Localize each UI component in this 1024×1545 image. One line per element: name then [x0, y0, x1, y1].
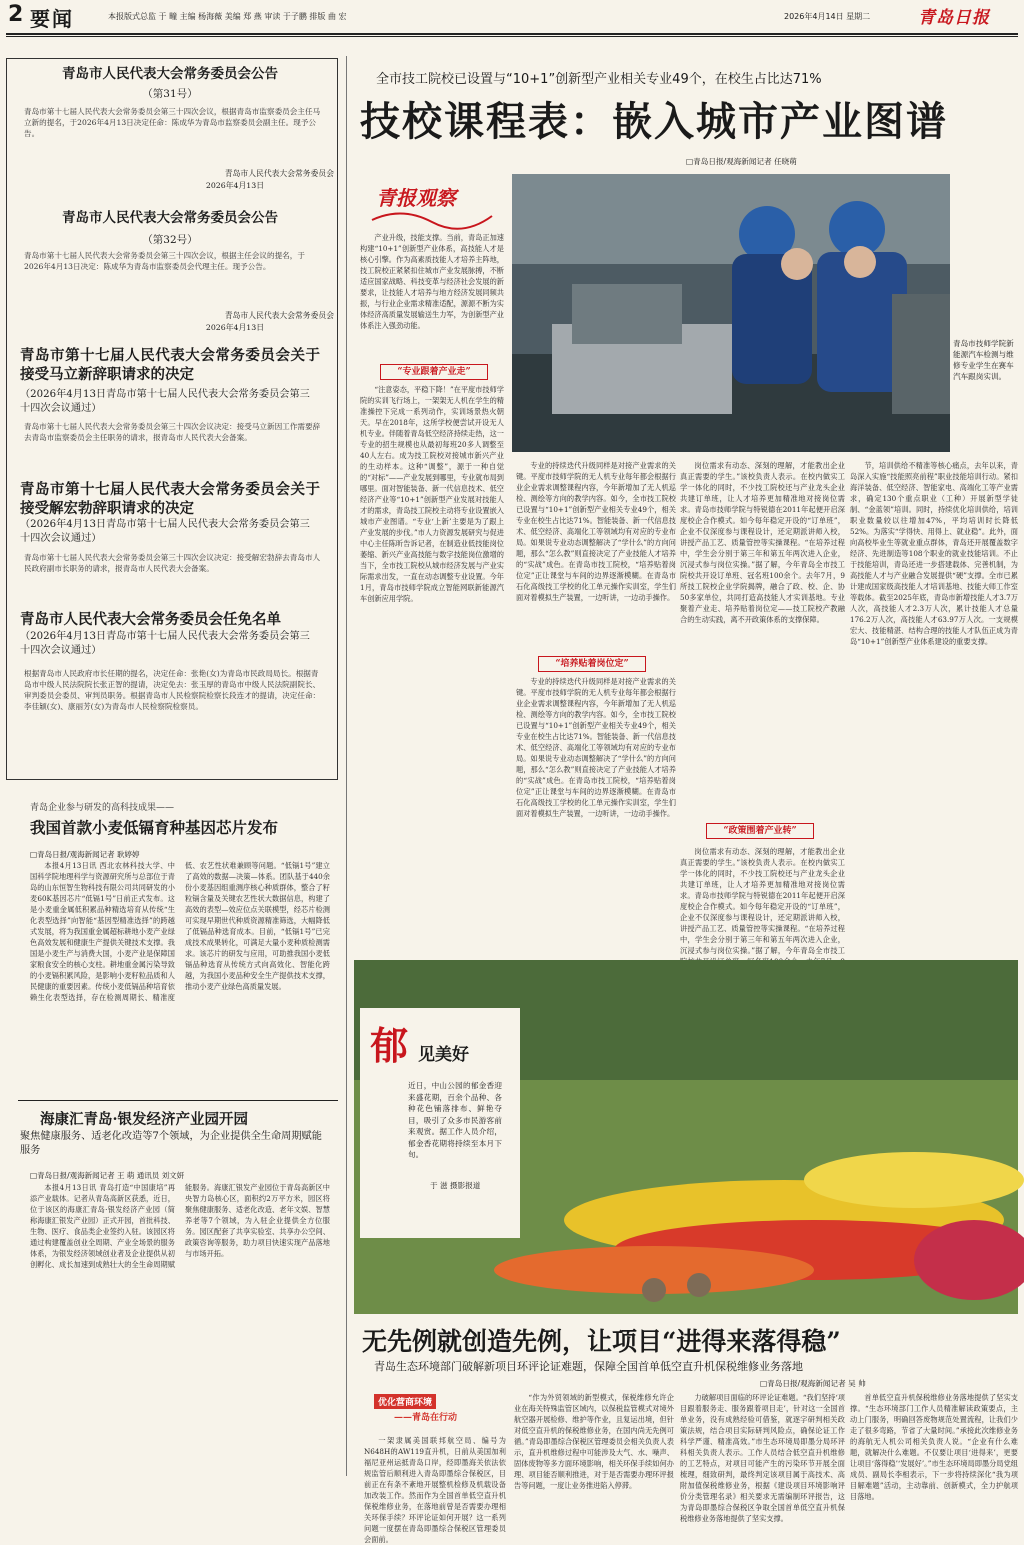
heli-byline: □青岛日报/观海新闻记者 吴 帅 — [760, 1379, 866, 1388]
notice-date: 2026年4月13日 — [205, 323, 264, 332]
wheat-byline: □青岛日报/观海新闻记者 耿婷婷 — [30, 850, 140, 859]
notice-date: 2026年4月13日 — [205, 181, 264, 190]
heli-subtitle: 青岛生态环境部门破解新项目环评论证难题，保障全国首单低空直升机保税维修业务落地 — [374, 1360, 803, 1373]
haikang-subtitle: 聚焦健康服务、适老化改造等7个领域，为企业提供全生命周期赋能服务 — [20, 1131, 322, 1156]
section-name: 要闻 — [30, 7, 74, 31]
notice-title: 青岛市人民代表大会常务委员会公告 — [62, 66, 278, 82]
haikang-title: 海康汇青岛·银发经济产业园开园 — [40, 1111, 249, 1128]
decision-title: 青岛市第十七届人民代表大会常务委员会关于接受解宏勃辞职请求的决定 — [20, 481, 320, 517]
notice-title: 青岛市人民代表大会常务委员会公告 — [62, 210, 278, 226]
lead-paragraph: “注意姿态，平稳下降！”在平度市技师学院的实训飞行场上，一架架无人机在学生的精准操控下完成一系列动作，实训场景热火朝天。早在2018年，这所学校便尝试开设无人机专业。伴随着青岛低空经济持续走热，这一专业的招生规模也从最初每班20多人调整至40人左右。成为技工院校对接城市新兴产业的生动样本。这种“调整”，源于一种自觉的“对标”——产业发展到哪里，专业就布局到哪里。面对智能装备、新一代信息技术、低空经济产业等“10+1”创新型产业发展对技能人才的需求，青岛技工院校主动将专业设置嵌入城市产业图谱。“专业‘上新’主要是为了跟上产业发展的步伐。”市人力资源发展研究与促进中心主任陈昕告诉记者，在制造业低技能岗位萎缩、新兴产业高技能与数字技能岗位激增的当下，全市技工院校从城市经济发展与产业实际需求出发，一直在动态调整专业设置。今年1月，青岛市技师学院成立智能网联新能源汽车创新应用学院。 — [360, 385, 504, 603]
heli-paragraph: 首单低空直升机保税维修业务落地提供了坚实支撑。“生态环境部门工作人员精准解读政策要点，主动上门服务，明确回答废物规范处置流程，让我们少走了很多弯路，节省了大量时间。”承接此次维修业务的海航无人机公司相关负责人说。“企业有什么难题，就解决什么难题。不仅要让项目‘进得来’，更要让项目‘落得稳’‘发展好’。”市生态环境局即墨分局党组成员、副局长李相表示，下一步将持续深化“我为项目解难题”活动，主动靠前、创新模式，全力护航项目落地。 — [850, 1393, 1018, 1501]
lead-paragraph: 产业升级，技能支撑。当前，青岛正加速构建“10+1”创新型产业体系，高技能人才是核心引擎。作为高素质技能人才培养主阵地，技工院校正紧紧扣住城市产业发展脉搏，不断适应国家战略、科技变革与经济社会发展的新要求，让技能人才培养与地方经济发展同频共振，与行业企业需求精准适配，源源不断为实体经济高质量发展输送生力军，为创新型产业体系注入强劲动能。 — [360, 233, 504, 330]
main-byline: □青岛日报/观海新闻记者 任晓萌 — [686, 157, 797, 166]
notice-signer: 青岛市人民代表大会常务委员会 — [224, 169, 334, 178]
heli-column-1 — [364, 1435, 506, 1544]
wheat-body — [30, 860, 330, 1090]
decision-subtitle: （2026年4月13日青岛市第十七届人民代表大会常务委员会第三十四次会议通过） — [20, 519, 310, 544]
column-logo — [362, 176, 502, 228]
column-badge-b: ——青岛在行动 — [394, 1413, 458, 1423]
heli-column-2 — [514, 1392, 674, 1490]
lead-column-3b — [680, 846, 845, 954]
lead-intro — [360, 232, 504, 352]
wheat-title: 我国首款小麦低镉育种基因芯片发布 — [30, 818, 279, 837]
heli-column-4 — [850, 1392, 1018, 1501]
tulip-caption: 近日，中山公园的郁金香迎来盛花期，百余个品种、各种花色铺落排布、鲜艳夺目，吸引了众多市民游客前来观赏。据工作人员介绍，郁金香花期将持续至本月下旬。 — [408, 1081, 502, 1159]
column-logo-text: 青报观察 — [376, 186, 456, 210]
heli-paragraph: “作为外贸领域的新型模式，保税维修允许企业在海关特殊监管区域内，以保税监管模式对境外航空器开展检修、维护等作业，且复运出境，但针对低空直升机的保税维修业务，在国内尚无先例可循。”青岛即墨综合保税区管理委员会相关负责人表示，直升机维修过程中可能涉及大气、水、噪声、固体废物等多方面环境影响，相关环保手续如何办理、项目能否顺利推进，对于是否需要办理环评报告等问题，一度让业务推进陷入停滞。 — [514, 1393, 674, 1490]
heli-paragraph: 一架隶属美国联邦航空局、编号为N648H的AW119直升机，日前从美国加利福尼亚州运抵青岛口岸，经即墨海关依法依规监管后顺利进入青岛即墨综合保税区，目前正在有条不紊地开展整机检修及机载设备加改装工作。然而作为全国首单低空直升机保税维修业务，在落地前曾是否需要办理相关环保手续？环评论证如何开展？这一系列问题一度摆在青岛即墨综合保税区管理委员会面前。 — [364, 1436, 506, 1544]
decision-subtitle: （2026年4月13日青岛市第十七届人民代表大会常务委员会第三十四次会议通过） — [20, 631, 310, 656]
haikang-byline: □青岛日报/观海新闻记者 王 萌 通讯员 刘文妍 — [30, 1171, 185, 1180]
photo-caption: 青岛市技师学院新能源汽车检测与维修专业学生在赛车汽车跟岗实训。 — [953, 339, 1014, 381]
tulip-credit: 于 滋 摄影报道 — [430, 1181, 481, 1190]
wheat-paragraph: 本报4月13日讯 西北农林科技大学、中国科学院地理科学与资源研究所与总部位于青岛的山东恒智生物科技有限公司共同研发的小麦60K基因芯片“低镉1号”日前正式发布。这是小麦重金属低积累品种精选培育从传统“生化表型选择”向智能“基因型精准选择”的跨越式发展，将为我国重金属超标耕地小麦产业绿色高效发展和健康生产提供关键技术支撑。我国是小麦生产与消费大国，小麦产业是保障国家粮食安全的核心支柱。耕地重金属污染导致的小麦镉积累风险，是影响小麦籽粒品质和人民健康的重要因素。传统小麦低镉品种培育依赖生化表型选择，存在检测周期长、精准度低、农艺性状难兼顾等问题。“低镉1号”建立了高效的数据—决策—体系。团队基于440余份小麦基因组重测序核心种质群体，整合了籽粒镉含量及关键农艺性状大数据信息，构建了高效的表型—效应位点关联模型，经芯片检测可实现早期世代种质资源精准筛选，大幅降低了低镉品种选育成本。目前，“低镉1号”已完成技术成果转化，可满足大量小麦种质检测需求。该芯片的研发与应用，可助推我国小麦低镉品种选育从传统方式向高效化、智能化跨越，为我国小麦品种安全生产提供技术支撑，推动小麦产业绿色高质量发展。 — [30, 861, 330, 1002]
page-number: 2 — [8, 2, 24, 27]
lead-paragraph: 专业的持续迭代升级同样是对接产业需求的关键。平度市技师学院的无人机专业每年都会根据行业企业需求调整课程内容，今年新增加了无人机巡检、测绘等方向的教学内容。如今，全市技工院校已设置与“10+1”创新型产业相关专业49个，相关专业在校生占比达71%。智能装备、新一代信息技术、低空经济、高端化工等领域均有对应的专业布局。如果说专业动态调整解决了“学什么”的方向问题，那么“怎么教”则直接决定了产业技能人才培养的“实战”成色。在青岛市技工院校，“培养贴着岗位定”正让课堂与车间的边界逐渐模糊。在青岛市石化高级技工学校的化工单元操作实训室，学生们面对着模拟生产装置，一边听讲，一边动手操作。 — [516, 677, 676, 818]
lead-paragraph: 岗位需求有动态、深刻的理解，才能教出企业真正需要的学生。”该校负责人表示。在校内做实工学一体化的同时，不少技工院校还与产业龙头企业共建订单班，让人才培养更加精准地对接岗位需求。青岛市技师学院与特锐德在2011年起便开启深度校企合作模式。如今每年稳定开设的“订单班”，企业不仅深度参与课程设计，还定期派讲师入校，讲授产品工艺、质量管控等实操课程。“在培养过程中，学生会分别于第三年和第五年两次进入企业，沉浸式参与岗位实操。”据了解，今年青岛全市技工院校共开设订单班、冠名班100余个。去年7月，9所技工院校企业学院揭牌，融合了政、校、企、协50多家单位，共同打造高技能人才实训基地。专业聚着产业走、培养贴着岗位定——技工院校产教融合的生动实践，离不开政策体系的支撑保障。 — [680, 461, 845, 624]
lead-column-2 — [516, 460, 676, 600]
decision-body: 青岛市第十七届人民代表大会常务委员会第三十四次会议决定：接受马立新因工作需要辞去青岛市监察委员会主任职务的请求，报青岛市人民代表大会备案。 — [24, 422, 321, 442]
tulip-title-rest: 见美好 — [418, 1045, 469, 1065]
header-rule-thin — [6, 36, 1018, 37]
section-heading: “政策围着产业转” — [706, 823, 814, 839]
main-kicker: 全市技工院校已设置与“10+1”创新型产业相关专业49个，在校生占比达71% — [376, 72, 822, 87]
haikang-body — [30, 1182, 330, 1472]
workshop-photo-graphic — [512, 174, 950, 452]
divider — [18, 1100, 338, 1101]
decision-title: 青岛市第十七届人民代表大会常务委员会关于接受马立新辞职请求的决定 — [20, 347, 320, 383]
lead-column-1 — [360, 384, 504, 954]
decision-subtitle: （2026年4月13日青岛市第十七届人民代表大会常务委员会第三十四次会议通过） — [20, 389, 310, 414]
lead-paragraph: 节，培训供给不精准等核心痛点，去年以来，青岛深入实施“技能照亮前程”职业技能培训行动。紧扣海洋装备、低空经济、智能家电、高端化工等产业需求，确定130个重点职业（工种）开展新型学徒制、“金蓝领”培训。同时，持续优化培训供给，培训职业数量较以往增加47%，平均培训时长降低52%。为落实“学得快、用得上、就业稳”。此外，面向高校毕业生等就业重点群体，青岛还开展覆盖数字经济、先进制造等108个职业的就业技能培训。不止于技能培训，青岛还进一步搭建载体、完善机制，为高技能人才与产业融合发展提供“硬”支撑。全市已累计建成国家级高技能人才培训基地、技能大师工作室等载体。截至2025年底，青岛市新增技能人才3.7万人次，高技能人才2.3万人次，累计技能人才总量176.2万人次，高技能人才63.97万人次。一支规模宏大、技能精湛、结构合理的技能人才队伍正成为青岛“10+1”创新型产业体系建设的重要支撑。 — [850, 461, 1018, 646]
column-badge — [364, 1392, 494, 1428]
lead-column-2b — [516, 676, 676, 954]
main-title: 技校课程表：嵌入城市产业图谱 — [360, 98, 948, 145]
lead-paragraph: 岗位需求有动态、深刻的理解，才能教出企业真正需要的学生。”该校负责人表示。在校内做实工学一体化的同时，不少技工院校还与产业龙头企业共建订单班，让人才培养更加精准地对接岗位需求。青岛市技师学院与特锐德在2011年起便开启深度校企合作模式。如今每年稳定开设的“订单班”，企业不仅深度参与课程设计，还定期派讲师入校，讲授产品工艺、质量管控等实操课程。“在培养过程中，学生会分别于第三年和第五年两次进入企业，沉浸式参与岗位实操。”据了解，今年青岛全市技工 — [680, 847, 845, 955]
section-heading: “专业跟着产业走” — [380, 364, 488, 380]
decision-title: 青岛市人民代表大会常务委员会任免名单 — [20, 611, 281, 628]
section-heading: “培养贴着岗位定” — [538, 656, 646, 672]
header-rule — [6, 33, 1018, 35]
tulip-title-big: 郁 — [370, 1023, 409, 1068]
notice-body: 青岛市第十七届人民代表大会常务委员会第三十四次会议，根据主任会议的提名，于2026年4月13日决定：陈成华为青岛市监察委员会代理主任。现予公告。 — [24, 251, 305, 271]
notice-number: （第31号） — [142, 88, 198, 100]
heli-title: 无先例就创造先例，让项目“进得来落得稳” — [362, 1327, 841, 1356]
column-divider — [346, 56, 347, 1476]
notice-number: （第32号） — [142, 234, 198, 246]
workshop-photo — [512, 174, 950, 452]
issue-date: 2026年4月14日 星期二 — [784, 12, 871, 21]
newspaper-logo: 青岛日报 — [918, 8, 990, 28]
haikang-paragraph: 本报4月13日讯 青岛打造“中国康培”再添产业载体。记者从青岛高新区获悉，近日，位于该区的海康汇青岛·银发经济产业园（简称海康汇银发产业园）正式开园，首批科技、生物、医疗、食品类企业签约入驻。该园区将通过构建覆盖创业全周期、产业全场景的服务体系，为银发经济领域创业者及企业提供从初创孵化、成长加速到成熟壮大的全生命周期赋能服务。海康汇银发产业园位于青岛高新区中央智力岛核心区，面积约2万平方米，园区将聚焦健康服务、适老化改造、老年文娱、智慧养老等7个领域，为入驻企业提供全方位服务。园区配套了共享实验室、共享办公空间、政策咨询等服务，助力项目快速实现产品落地与市场开拓。 — [30, 1183, 330, 1269]
lead-column-4 — [850, 460, 1018, 954]
wheat-kicker: 青岛企业参与研发的高科技成果—— — [30, 803, 175, 813]
lead-column-3 — [680, 460, 845, 820]
column-badge-a: 优化营商环境 — [374, 1394, 436, 1409]
decision-body: 根据青岛市人民政府市长任期的提名，决定任命：张艳(女)为青岛市民政局局长。根据青岛市中级人民法院院长张正智的提请，决定免去：张玉厚的青岛市中级人民法院副院长、审判委员会委员、审判员职务。根据青岛市人民检察院检察长段连才的提请，决定任命：李佳颖(女)、康丽芳(女)为青岛市人民检察院检察员。 — [24, 669, 321, 711]
heli-column-3 — [680, 1392, 845, 1523]
decision-body: 青岛市第十七届人民代表大会常务委员会第三十四次会议决定：接受解宏勃辞去青岛市人民政府副市长职务的请求，报青岛市人民代表大会备案。 — [24, 553, 321, 573]
editor-credits: 本报版式总监 于 疃 主编 杨海薇 美编 郑 燕 审读 于子鹏 排版 曲 宏 — [108, 12, 347, 21]
notice-body: 青岛市第十七届人民代表大会常务委员会第三十四次会议，根据青岛市监察委员会主任马立新的提名，于2026年4月13日决定任命：陈成华为青岛市监察委员会副主任。现予公告。 — [24, 107, 321, 138]
lead-paragraph: 专业的持续迭代升级同样是对接产业需求的关键。平度市技师学院的无人机专业每年都会根据行业企业需求调整课程内容，今年新增加了无人机巡检、测绘等方向的教学内容。如今，全市技工院校已设置与“10+1”创新型产业相关专业49个，相关专业在校生占比达71%。智能装备、新一代信息技术、低空经济、高端化工等领域均有对应的专业布局。如果说专业动态调整解决了“学什么”的方向问题，那么“怎么教”则直接决定了产业技能人才培养的“实战”成色。在青岛市技工院校，“培养贴着岗位定”正让课堂与车间的边界逐渐模糊。在青岛市石化高级技工学校的化工单元操作实训室，学生们面对着模拟生产装置，一边听讲，一边动手操作。 — [516, 461, 676, 602]
notice-signer: 青岛市人民代表大会常务委员会 — [224, 311, 334, 320]
heli-paragraph: 力破解项目面临的环评论证难题。“我们坚持‘项目跟着服务走、服务跟着项目走’，针对这一全国首单业务，没有成熟经验可借鉴，就逐字研判相关政策法规，结合项目实际研判风险点，确保论证工作科学严谨、精准高效。”市生态环境局即墨分局环评科相关负责人表示。工作人员结合低空直升机维修的工艺特点，对项目可能产生的污染环节开展全面梳理，细致研判，最终判定该项目属于高技术、高附加值保税维修业务，根据《建设项目环境影响评价分类管理名录》相关要求无需编制环评报告，这为青岛即墨综合保税区争取全国首单低空直升机保税维修业务落地提供了坚实支撑。 — [680, 1393, 845, 1523]
